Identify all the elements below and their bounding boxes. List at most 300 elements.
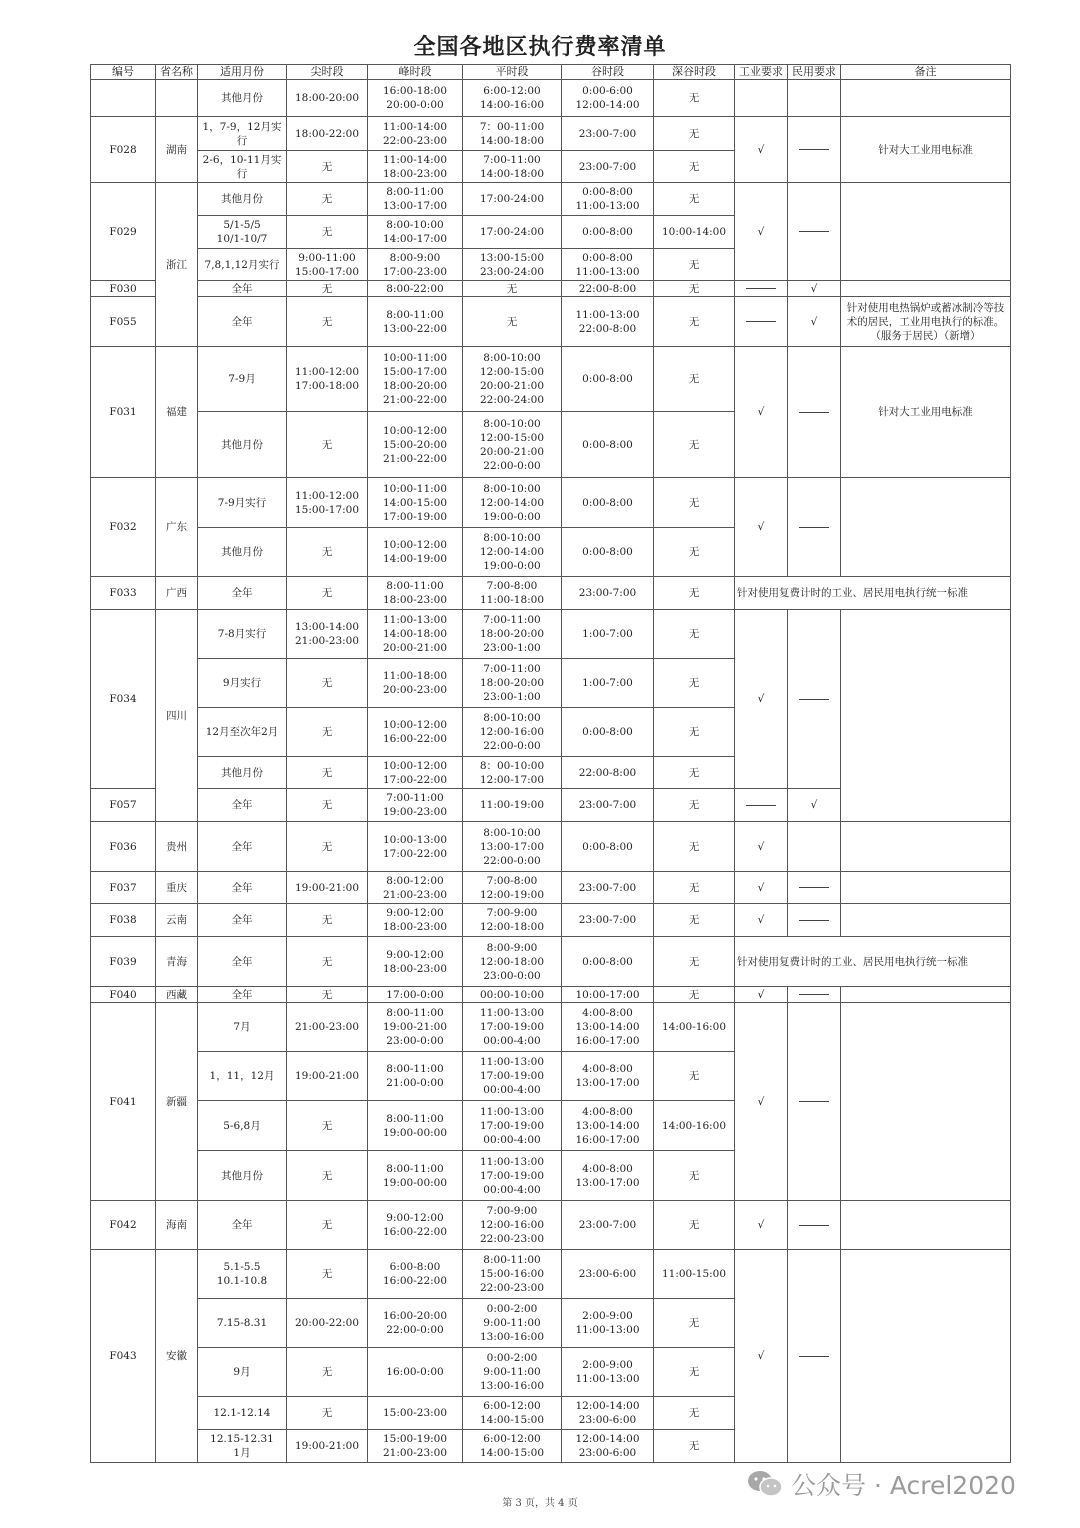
table-cell: 无: [654, 80, 735, 117]
table-cell: 安徽: [156, 1250, 198, 1463]
table-cell: 无: [654, 822, 735, 872]
table-cell: [735, 297, 788, 347]
dash-line: [799, 699, 829, 700]
table-row: [91, 297, 1011, 347]
table-cell: 2-6，10-11月实行: [198, 151, 287, 183]
table-cell: 0:00-8:00: [562, 528, 654, 577]
header-valley: 谷时段: [562, 65, 654, 80]
table-cell: 0:00-8:00 11:00-13:00: [562, 249, 654, 281]
header-flat: 平时段: [463, 65, 562, 80]
table-cell: 10:00-11:00 14:00-15:00 17:00-19:00: [368, 478, 463, 528]
table-cell: [841, 478, 1011, 577]
table-cell: 12:00-14:00 23:00-6:00: [562, 1430, 654, 1463]
table-row: [91, 347, 1011, 412]
table-cell: 无: [287, 822, 368, 872]
table-cell: 8:00-10:00 13:00-17:00 22:00-0:00: [463, 822, 562, 872]
table-row: [91, 478, 1011, 528]
table-cell: 无: [654, 708, 735, 757]
table-cell: 8:00-9:00 17:00-23:00: [368, 249, 463, 281]
table-cell: 1，11，12月: [198, 1052, 287, 1101]
table-header-row: [91, 65, 1011, 80]
table-cell: 无: [287, 1201, 368, 1250]
table-cell: 10:00-12:00 16:00-22:00: [368, 708, 463, 757]
table-cell: 10:00-12:00 15:00-20:00 21:00-22:00: [368, 412, 463, 478]
table-cell: 11:00-19:00: [463, 789, 562, 822]
table-cell: 其他月份: [198, 183, 287, 216]
table-cell: 贵州: [156, 822, 198, 872]
table-cell: √: [735, 1201, 788, 1250]
table-cell: 15:00-23:00: [368, 1397, 463, 1430]
table-cell: 0:00-8:00: [562, 216, 654, 249]
table-cell: 4:00-8:00 13:00-14:00 16:00-17:00: [562, 1003, 654, 1052]
table-cell: 0:00-8:00: [562, 412, 654, 478]
table-cell: 11:00-15:00: [654, 1250, 735, 1299]
table-cell: 22:00-8:00: [562, 757, 654, 789]
table-cell: 23:00-6:00: [562, 1250, 654, 1299]
table-cell: √: [735, 1003, 788, 1201]
table-cell: 11:00-13:00 22:00-8:00: [562, 297, 654, 347]
table-cell: 其他月份: [198, 1151, 287, 1201]
table-cell: √: [735, 872, 788, 904]
table-cell: 4:00-8:00 13:00-17:00: [562, 1052, 654, 1101]
table-cell: 无: [654, 281, 735, 297]
table-cell: 全年: [198, 872, 287, 904]
table-cell: 11:00-13:00 17:00-19:00 00:00-4:00: [463, 1052, 562, 1101]
table-cell: [841, 987, 1011, 1003]
table-cell: [841, 80, 1011, 117]
table-cell: 无: [654, 478, 735, 528]
table-cell: 针对大工业用电标准: [841, 117, 1011, 183]
rate-table: [90, 64, 1011, 1463]
table-cell: √: [735, 610, 788, 789]
table-cell: F042: [91, 1201, 156, 1250]
table-cell: 无: [287, 1348, 368, 1397]
table-cell: 16:00-20:00 22:00-0:00: [368, 1299, 463, 1348]
table-cell: 20:00-22:00: [287, 1299, 368, 1348]
table-cell: 全年: [198, 904, 287, 937]
table-cell: F033: [91, 577, 156, 610]
table-cell: 5-6,8月: [198, 1101, 287, 1151]
table-cell: 7:00-8:00 11:00-18:00: [463, 577, 562, 610]
header-note: 备注: [841, 65, 1011, 80]
table-cell: [788, 1201, 841, 1250]
table-cell: 4:00-8:00 13:00-14:00 16:00-17:00: [562, 1101, 654, 1151]
table-cell: 11:00-14:00 22:00-23:00: [368, 117, 463, 151]
table-cell: 8:00-10:00 12:00-16:00 22:00-0:00: [463, 708, 562, 757]
table-cell: 无: [654, 1299, 735, 1348]
table-cell: 19:00-21:00: [287, 1430, 368, 1463]
table-row: [91, 577, 1011, 610]
header-months: 适用月份: [198, 65, 287, 80]
table-cell: 23:00-7:00: [562, 577, 654, 610]
table-cell: [841, 183, 1011, 281]
table-cell: 7-9月实行: [198, 478, 287, 528]
table-cell: 无: [654, 412, 735, 478]
table-cell: 8:00-11:00 13:00-17:00: [368, 183, 463, 216]
table-cell: 海南: [156, 1201, 198, 1250]
table-cell: 0:00-8:00: [562, 937, 654, 987]
table-cell: F040: [91, 987, 156, 1003]
table-cell: 无: [287, 577, 368, 610]
table-cell: 无: [287, 937, 368, 987]
table-cell: 无: [654, 1397, 735, 1430]
table-cell: 13:00-15:00 23:00-24:00: [463, 249, 562, 281]
header-province: 省名称: [156, 65, 198, 80]
table-cell: √: [788, 789, 841, 822]
table-cell: 全年: [198, 281, 287, 297]
table-cell: 16:00-18:00 20:00-0:00: [368, 80, 463, 117]
table-cell: 无: [287, 659, 368, 708]
table-cell: 10:00-13:00 17:00-22:00: [368, 822, 463, 872]
table-cell: 无: [654, 249, 735, 281]
table-cell: √: [788, 297, 841, 347]
table-cell: 16:00-0:00: [368, 1348, 463, 1397]
table-cell: 23:00-7:00: [562, 1201, 654, 1250]
table-cell: 9:00-12:00 18:00-23:00: [368, 904, 463, 937]
watermark-text: 公众号 · Acrel2020: [791, 1471, 1016, 1500]
table-cell: 9:00-11:00 15:00-17:00: [287, 249, 368, 281]
table-cell: 无: [654, 1052, 735, 1101]
table-cell: [788, 872, 841, 904]
table-cell: 新疆: [156, 1003, 198, 1201]
table-cell: 7:00-9:00 12:00-16:00 22:00-23:00: [463, 1201, 562, 1250]
dash-line: [799, 1225, 829, 1226]
table-cell: 10:00-11:00 15:00-17:00 18:00-20:00 21:00-22:00: [368, 347, 463, 412]
table-row: [91, 117, 1011, 151]
table-cell: 10:00-12:00 17:00-22:00: [368, 757, 463, 789]
dash-line: [799, 149, 829, 150]
table-cell: 无: [287, 1101, 368, 1151]
table-cell: 无: [287, 1151, 368, 1201]
header-id: 编号: [91, 65, 156, 80]
table-cell: 无: [654, 528, 735, 577]
table-cell: 云南: [156, 904, 198, 937]
table-cell: 8:00-10:00 12:00-14:00 19:00-0:00: [463, 528, 562, 577]
table-cell: 0:00-2:00 9:00-11:00 13:00-16:00: [463, 1348, 562, 1397]
table-cell: [91, 80, 156, 117]
table-cell: 12:00-14:00 23:00-6:00: [562, 1397, 654, 1430]
table-cell: 8:00-11:00 19:00-21:00 23:00-0:00: [368, 1003, 463, 1052]
dash-line: [799, 1101, 829, 1102]
table-cell: 8:00-9:00 12:00-18:00 23:00-0:00: [463, 937, 562, 987]
table-cell: [841, 1250, 1011, 1463]
table-cell: 11:00-18:00 20:00-23:00: [368, 659, 463, 708]
table-cell: 10:00-14:00: [654, 216, 735, 249]
table-cell: F029: [91, 183, 156, 281]
table-cell: 无: [654, 937, 735, 987]
table-cell: F043: [91, 1250, 156, 1463]
table-cell: 0:00-8:00: [562, 478, 654, 528]
table-cell: 无: [463, 297, 562, 347]
dash-line: [746, 805, 776, 806]
table-cell: 湖南: [156, 117, 198, 183]
table-cell: 无: [654, 987, 735, 1003]
table-cell: 无: [654, 757, 735, 789]
table-cell: 4:00-8:00 13:00-17:00: [562, 1151, 654, 1201]
table-cell: 无: [463, 281, 562, 297]
table-cell: 针对大工业用电标准: [841, 347, 1011, 478]
table-cell: 8:00-10:00 12:00-15:00 20:00-21:00 22:00-0:00: [463, 412, 562, 478]
table-cell: √: [735, 117, 788, 183]
table-cell: 6:00-12:00 14:00-15:00: [463, 1430, 562, 1463]
table-row: [91, 987, 1011, 1003]
table-cell: 17:00-24:00: [463, 216, 562, 249]
table-cell: 8:00-10:00 12:00-14:00 19:00-0:00: [463, 478, 562, 528]
table-cell: F041: [91, 1003, 156, 1201]
table-cell: 7-9月: [198, 347, 287, 412]
table-cell: [841, 872, 1011, 904]
table-cell: 11:00-13:00 17:00-19:00 00:00-4:00: [463, 1151, 562, 1201]
table-cell: √: [735, 987, 788, 1003]
table-cell: 青海: [156, 937, 198, 987]
table-row: [91, 610, 1011, 659]
table-cell: 7：00-11:00 14:00-18:00: [463, 117, 562, 151]
header-residential: 民用要求: [788, 65, 841, 80]
table-cell: 8:00-11:00 19:00-00:00: [368, 1101, 463, 1151]
table-cell: F055: [91, 297, 156, 347]
table-cell: F037: [91, 872, 156, 904]
table-cell: 5.1-5.5 10.1-10.8: [198, 1250, 287, 1299]
table-cell: 22:00-8:00: [562, 281, 654, 297]
table-cell: 无: [287, 789, 368, 822]
table-cell: 6:00-8:00 16:00-22:00: [368, 1250, 463, 1299]
table-cell: 无: [654, 659, 735, 708]
table-cell: 无: [654, 872, 735, 904]
table-cell: 11:00-12:00 15:00-17:00: [287, 478, 368, 528]
table-cell: 11:00-13:00 17:00-19:00 00:00-4:00: [463, 1101, 562, 1151]
table-cell: [788, 610, 841, 789]
table-cell: 福建: [156, 347, 198, 478]
table-cell: √: [735, 347, 788, 478]
table-cell: 14:00-16:00: [654, 1101, 735, 1151]
table-cell: 无: [287, 904, 368, 937]
table-cell: 19:00-21:00: [287, 872, 368, 904]
table-cell: [735, 80, 788, 117]
table-cell: 14:00-16:00: [654, 1003, 735, 1052]
table-cell: 8:00-11:00 21:00-0:00: [368, 1052, 463, 1101]
page-footer: 第 3 页，共 4 页: [502, 1498, 578, 1509]
table-cell: 无: [287, 297, 368, 347]
table-cell: 23:00-7:00: [562, 872, 654, 904]
table-cell: 23:00-7:00: [562, 904, 654, 937]
dash-line: [799, 920, 829, 921]
table-cell: 无: [287, 708, 368, 757]
table-cell: 广西: [156, 577, 198, 610]
table-cell: [735, 789, 788, 822]
table-cell: F032: [91, 478, 156, 577]
table-cell: 其他月份: [198, 757, 287, 789]
table-cell: 19:00-21:00: [287, 1052, 368, 1101]
table-cell: 8:00-10:00 14:00-17:00: [368, 216, 463, 249]
table-cell: 无: [654, 347, 735, 412]
table-cell: 11:00-12:00 17:00-18:00: [287, 347, 368, 412]
header-deep-valley: 深谷时段: [654, 65, 735, 80]
table-cell: 其他月份: [198, 528, 287, 577]
dash-line: [746, 288, 776, 289]
table-cell: 无: [654, 1348, 735, 1397]
header-peak: 峰时段: [368, 65, 463, 80]
table-cell: [788, 904, 841, 937]
table-cell: 17:00-0:00: [368, 987, 463, 1003]
dash-line: [799, 527, 829, 528]
table-cell: 5/1-5/5 10/1-10/7: [198, 216, 287, 249]
table-cell: 0:00-6:00 12:00-14:00: [562, 80, 654, 117]
table-cell: 8:00-11:00 15:00-16:00 22:00-23:00: [463, 1250, 562, 1299]
table-cell: 11:00-13:00 14:00-18:00 20:00-21:00: [368, 610, 463, 659]
header-industrial: 工业要求: [735, 65, 788, 80]
table-cell: 23:00-7:00: [562, 117, 654, 151]
table-cell: 8:00-11:00 19:00-00:00: [368, 1151, 463, 1201]
table-cell: 其他月份: [198, 80, 287, 117]
table-cell: 7:00-11:00 19:00-23:00: [368, 789, 463, 822]
table-cell: √: [735, 183, 788, 281]
table-row: [91, 1201, 1011, 1250]
table-cell: [788, 1003, 841, 1201]
watermark: [745, 1466, 1016, 1502]
table-cell: F039: [91, 937, 156, 987]
table-cell: 10:00-12:00 14:00-19:00: [368, 528, 463, 577]
table-cell: 0:00-8:00: [562, 708, 654, 757]
dash-line: [799, 994, 829, 995]
table-cell: 针对使用复费计时的工业、居民用电执行统一标准: [735, 577, 1011, 610]
dash-line: [746, 321, 776, 322]
table-cell: 9月: [198, 1348, 287, 1397]
table-cell: 浙江: [156, 183, 198, 347]
table-cell: 无: [654, 904, 735, 937]
table-cell: 7.15-8.31: [198, 1299, 287, 1348]
dash-line: [799, 887, 829, 888]
table-cell: 8:00-10:00 12:00-15:00 20:00-21:00 22:00-24:00: [463, 347, 562, 412]
table-cell: [788, 347, 841, 478]
table-cell: F057: [91, 789, 156, 822]
table-cell: [841, 822, 1011, 872]
dash-line: [799, 412, 829, 413]
table-cell: 17:00-24:00: [463, 183, 562, 216]
table-cell: 无: [654, 117, 735, 151]
table-cell: 无: [287, 757, 368, 789]
table-cell: [841, 904, 1011, 937]
table-cell: [735, 281, 788, 297]
table-cell: 2:00-9:00 11:00-13:00: [562, 1348, 654, 1397]
table-cell: [841, 610, 1011, 822]
table-cell: 无: [287, 412, 368, 478]
table-cell: √: [735, 478, 788, 577]
table-row: [91, 80, 1011, 117]
table-cell: 全年: [198, 1201, 287, 1250]
table-cell: 无: [287, 281, 368, 297]
table-cell: [841, 1003, 1011, 1201]
table-cell: 0:00-8:00: [562, 822, 654, 872]
table-cell: 7:00-8:00 12:00-19:00: [463, 872, 562, 904]
table-cell: 9:00-12:00 18:00-23:00: [368, 937, 463, 987]
table-cell: 21:00-23:00: [287, 1003, 368, 1052]
table-cell: 1:00-7:00: [562, 610, 654, 659]
table-cell: [788, 183, 841, 281]
table-cell: 广东: [156, 478, 198, 577]
table-cell: 无: [287, 1250, 368, 1299]
table-cell: 6:00-12:00 14:00-16:00: [463, 80, 562, 117]
table-cell: 7:00-9:00 12:00-18:00: [463, 904, 562, 937]
table-cell: 7-8月实行: [198, 610, 287, 659]
table-cell: F030: [91, 281, 156, 297]
table-cell: F028: [91, 117, 156, 183]
table-cell: [156, 80, 198, 117]
table-cell: 全年: [198, 577, 287, 610]
dash-line: [799, 1356, 829, 1357]
table-cell: 无: [654, 577, 735, 610]
table-cell: 全年: [198, 937, 287, 987]
table-cell: 0:00-2:00 9:00-11:00 13:00-16:00: [463, 1299, 562, 1348]
table-cell: F036: [91, 822, 156, 872]
table-row: [91, 183, 1011, 216]
table-cell: 无: [287, 151, 368, 183]
table-cell: 10:00-17:00: [562, 987, 654, 1003]
table-cell: 全年: [198, 297, 287, 347]
table-cell: 12.1-12.14: [198, 1397, 287, 1430]
table-cell: [788, 80, 841, 117]
table-cell: 无: [654, 183, 735, 216]
table-cell: 23:00-7:00: [562, 151, 654, 183]
table-cell: 11:00-13:00 17:00-19:00 00:00-4:00: [463, 1003, 562, 1052]
table-row: [91, 281, 1011, 297]
table-cell: 18:00-20:00: [287, 80, 368, 117]
table-cell: 1:00-7:00: [562, 659, 654, 708]
table-cell: 无: [654, 789, 735, 822]
table-cell: [788, 987, 841, 1003]
table-cell: 无: [287, 1397, 368, 1430]
table-cell: 全年: [198, 987, 287, 1003]
table-row: [91, 1250, 1011, 1299]
table-cell: 无: [654, 1201, 735, 1250]
table-cell: [788, 822, 841, 872]
table-cell: 8：00-10:00 12:00-17:00: [463, 757, 562, 789]
table-cell: 8:00-11:00 13:00-22:00: [368, 297, 463, 347]
table-cell: 无: [287, 216, 368, 249]
table-cell: 重庆: [156, 872, 198, 904]
table-cell: 9月实行: [198, 659, 287, 708]
table-cell: 无: [654, 1151, 735, 1201]
table-cell: 11:00-14:00 18:00-23:00: [368, 151, 463, 183]
dash-line: [799, 231, 829, 232]
table-cell: 2:00-9:00 11:00-13:00: [562, 1299, 654, 1348]
table-cell: 7月: [198, 1003, 287, 1052]
table-cell: [788, 117, 841, 183]
table-cell: 0:00-8:00 11:00-13:00: [562, 183, 654, 216]
table-cell: F031: [91, 347, 156, 478]
table-cell: √: [788, 281, 841, 297]
header-sharp: 尖时段: [287, 65, 368, 80]
table-cell: [841, 1201, 1011, 1250]
table-cell: √: [735, 1250, 788, 1463]
table-cell: 其他月份: [198, 412, 287, 478]
table-cell: 无: [654, 610, 735, 659]
table-cell: 针对使用电热锅炉或蓄冰制冷等技术的居民，工业用电执行的标准。（服务于居民）（新增）: [841, 297, 1011, 347]
table-cell: 无: [287, 183, 368, 216]
table-row: [91, 904, 1011, 937]
table-cell: 18:00-22:00: [287, 117, 368, 151]
table-cell: 00:00-10:00: [463, 987, 562, 1003]
table-cell: [841, 281, 1011, 297]
table-row: [91, 1003, 1011, 1052]
table-row: [91, 937, 1011, 987]
table-cell: 9:00-12:00 16:00-22:00: [368, 1201, 463, 1250]
table-cell: 0:00-8:00: [562, 347, 654, 412]
table-cell: 7:00-11:00 18:00-20:00 23:00-1:00: [463, 659, 562, 708]
table-cell: 无: [287, 987, 368, 1003]
table-cell: 全年: [198, 789, 287, 822]
table-cell: 西藏: [156, 987, 198, 1003]
table-cell: 无: [654, 1430, 735, 1463]
